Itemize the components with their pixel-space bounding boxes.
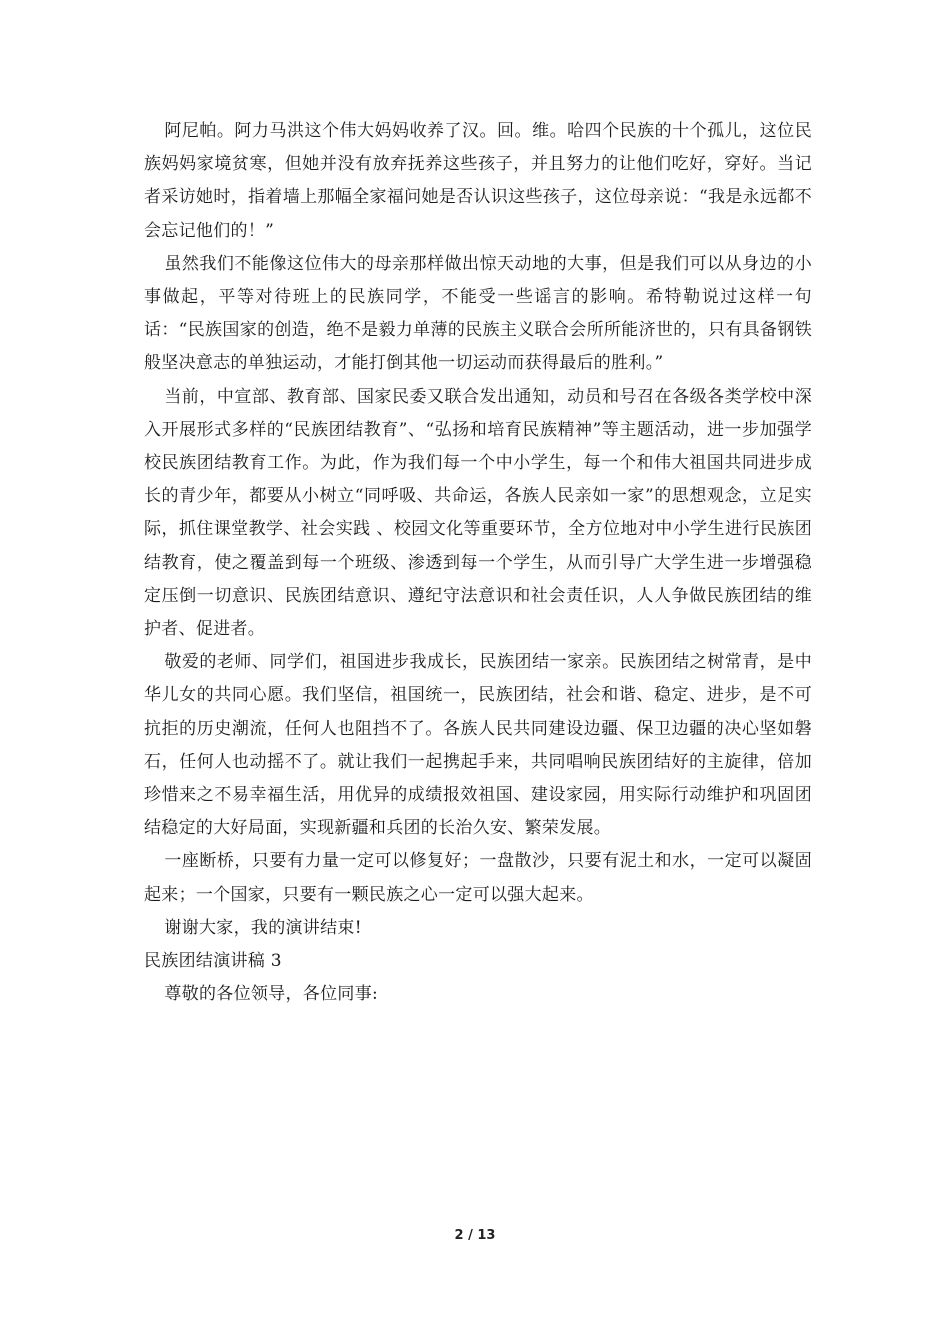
salutation: 尊敬的各位领导，各位同事: — [164, 984, 379, 1005]
closing-line: 谢谢大家，我的演讲结束! — [164, 917, 362, 938]
paragraph: 阿尼帕。阿力马洪这个伟大妈妈收养了汉。回。维。哈四个民族的十个孤儿，这位民族妈妈家境贫寒，但她并没有放弃抚养这些孩子，并且努力的让他们吃好，穿好。当记者采访她时，指着墙上那幅全家福问她是否认识这些孩子，这位母亲说：“我是永远都不会忘记他们的！” — [144, 121, 812, 241]
page-separator: / — [468, 1228, 473, 1243]
document-body — [144, 115, 812, 1011]
page-number — [0, 1228, 950, 1243]
paragraph: 虽然我们不能像这位伟大的母亲那样做出惊天动地的大事，但是我们可以从身边的小事做起，平等对待班上的民族同学，不能受一些谣言的影响。希特勒说过这样一句话：“民族国家的创造，绝不是毅力单薄的民族主义联合会所所能济世的，只有具备钢铁般坚决意志的单独运动，才能打倒其他一切运动而获得最后的胜利。” — [144, 253, 812, 374]
section-title: 民族团结演讲稿 3 — [144, 951, 282, 972]
paragraph: 当前，中宣部、教育部、国家民委又联合发出通知，动员和号召在各级各类学校中深入开展形式多样的“民族团结教育”、“弘扬和培育民族精神”等主题活动，进一步加强学校民族团结教育工作。为此，作为我们每一个中小学生，每一个和伟大祖国共同进步成长的青少年，都要从小树立“同呼吸、共命运，各族人民亲如一家”的思想观念，立足实际，抓住课堂教学、社会实践 、校园文化等重要环节，全方位地对中小学生进行民族团结教育，使之覆盖到每一个班级、渗透到每一个学生，从而引导广大学生进一步增强稳定压倒一切意识、民族团结意识、遵纪守法意识和社会责任识，人人争做民族团结的维护者、促进者。 — [144, 386, 812, 640]
paragraph: 一座断桥，只要有力量一定可以修复好；一盘散沙，只要有泥土和水，一定可以凝固起来；一个国家，只要有一颗民族之心一定可以强大起来。 — [144, 851, 812, 905]
paragraph: 敬爱的老师、同学们，祖国进步我成长，民族团结一家亲。民族团结之树常青，是中华儿女的共同心愿。我们坚信，祖国统一，民族团结，社会和谐、稳定、进步，是不可抗拒的历史潮流，任何人也阻挡不了。各族人民共同建设边疆、保卫边疆的决心坚如磐石，任何人也动摇不了。就让我们一起携起手来，共同唱响民族团结好的主旋律，倍加珍惜来之不易幸福生活，用优异的成绩报效祖国、建设家园，用实际行动维护和巩固团结稳定的大好局面，实现新疆和兵团的长治久安、繁荣发展。 — [144, 652, 812, 839]
total-pages: 13 — [477, 1228, 496, 1243]
current-page-number: 2 — [454, 1228, 464, 1243]
